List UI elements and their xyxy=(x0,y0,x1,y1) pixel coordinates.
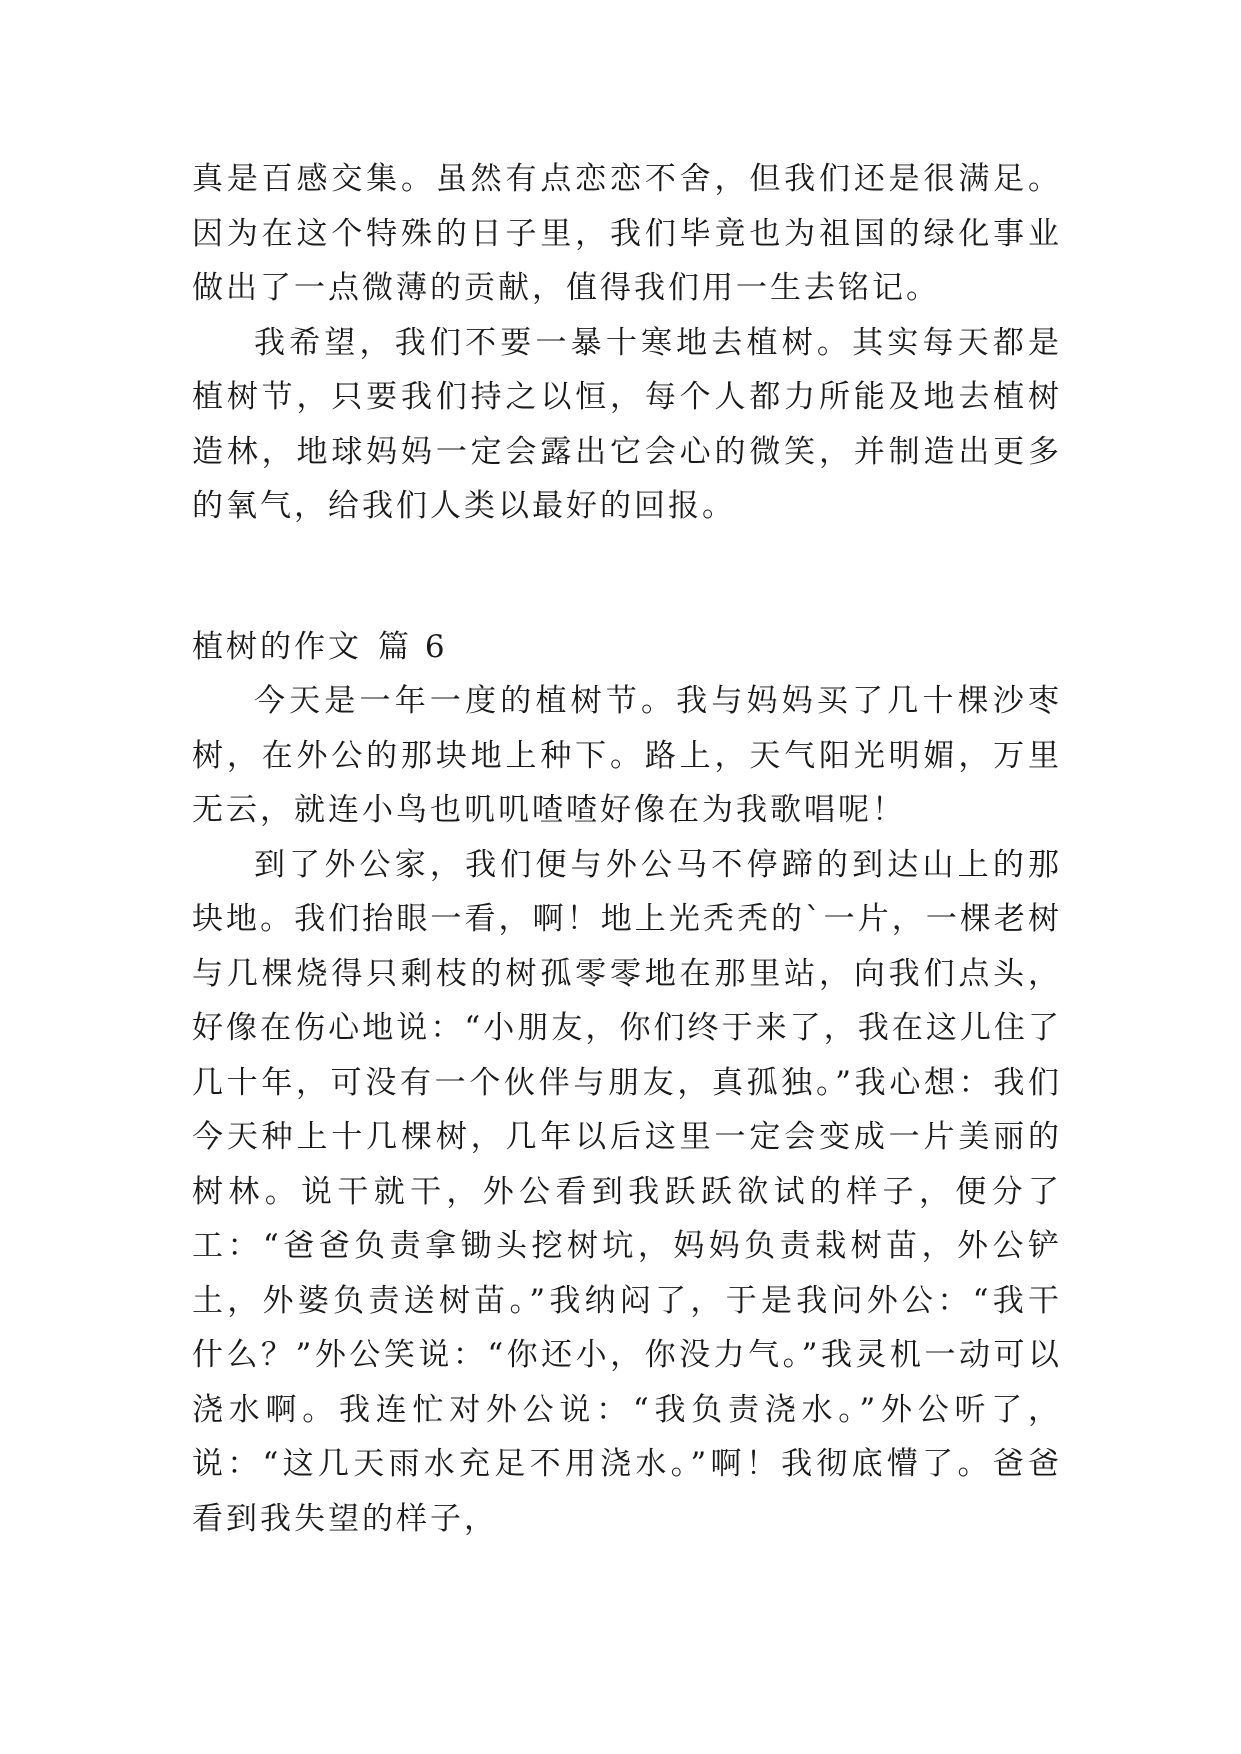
paragraph: 到了外公家，我们便与外公马不停蹄的到达山上的那块地。我们抬眼一看，啊！地上光秃秃的`一片，一棵老树与几棵烧得只剩枝的树孤零零地在那里站，向我们点头，好像在伤心地说：“小朋友，你们终于来了，我在这儿住了几十年，可没有一个伙伴与朋友，真孤独。”我心想：我们今天种上十几棵树，几年以后这里一定会变成一片美丽的树林。说干就干，外公看到我跃跃欲试的样子，便分了工：“爸爸负责拿锄头挖树坑，妈妈负责栽树苗，外公铲土，外婆负责送树苗。”我纳闷了，于是我问外公：“我干什么？”外公笑说：“你还小，你没力气。”我灵机一动可以浇水啊。我连忙对外公说：“我负责浇水。”外公听了，说：“这几天雨水充足不用浇水。”啊！我彻底懵了。爸爸看到我失望的样子， xyxy=(192,846,1062,1537)
section-title: 植树的作文 xyxy=(192,628,362,665)
paragraph: 今天是一年一度的植树节。我与妈妈买了几十棵沙枣树，在外公的那块地上种下。路上，天气阳光明媚，万里无云，就连小鸟也叽叽喳喳好像在为我歌唱呢！ xyxy=(192,683,1062,828)
section-number: 篇 6 xyxy=(378,628,448,665)
paragraph-continued: 真是百感交集。虽然有点恋恋不舍，但我们还是很满足。因为在这个特殊的日子里，我们毕竟也为祖国的绿化事业做出了一点微薄的贡献，值得我们用一生去铭记。 xyxy=(192,161,1062,306)
section-heading xyxy=(192,620,1062,675)
paragraph: 我希望，我们不要一暴十寒地去植树。其实每天都是植树节，只要我们持之以恒，每个人都力所能及地去植树造林，地球妈妈一定会露出它会心的微笑，并制造出更多的氧气，给我们人类以最好的回报。 xyxy=(192,324,1062,524)
document-body xyxy=(192,152,1062,1546)
